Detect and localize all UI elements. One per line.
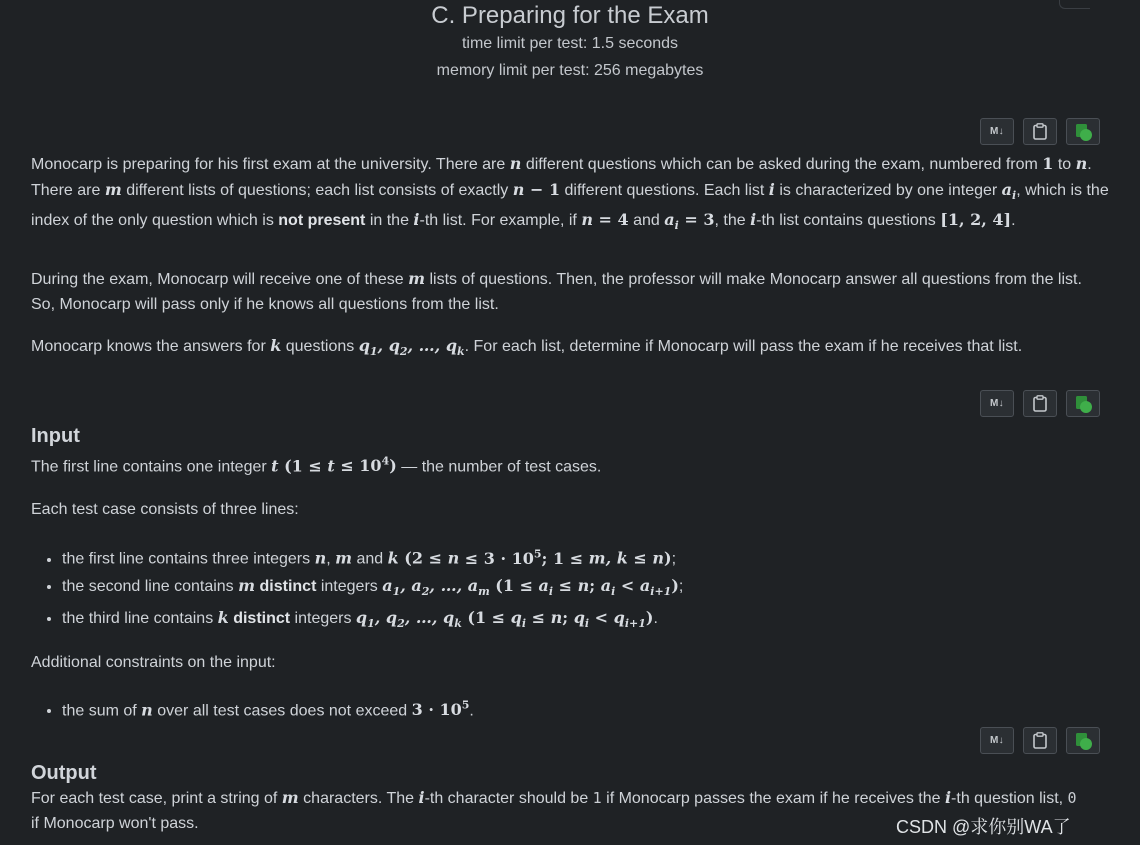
statement-paragraph-1: Monocarp is preparing for his first exam at the university. There are n different questions which can be asked during the exam, numbered from 1 to n. There are m different lists of questions; each list consists of exactly n − 1 different questions. Each list i is characterized by one integer $a_i$, which is the index of the only question which is not present in the i-th list. For example, if n = 4 and $a_i = 3$, the i-th list contains questions [1, 2, 4]. [31,154,1109,233]
markdown-button[interactable] [980,390,1014,417]
output-text: For each test case, print a string of m characters. The i-th character should be 1 if Monocarp passes the exam if he receives the i-th question list, 0 if Monocarp won't pass. [31,788,1077,832]
input-line-1: The first line contains one integer t $(1 \le t \le 10^4)$ — the number of test cases. [31,455,602,476]
markdown-button[interactable] [980,118,1014,145]
translate-button[interactable] [1066,390,1100,417]
copy-button[interactable] [1023,118,1057,145]
statement-paragraph-3: Monocarp knows the answers for k questions $q_1$, $q_2$, …, $q_k$. For each list, determine if Monocarp will pass the exam if he receives that list. [31,336,1023,359]
list-item: • the third line contains k distinct integers $q_1$, $q_2$, …, $q_k$ ($1 \le q_i \le n$; $q_i < q_{i+1}$). [62,605,1111,637]
translate-icon [1073,731,1093,751]
translate-button[interactable] [1066,727,1100,754]
markdown-icon: M↓ [990,398,1004,409]
copy-button[interactable] [1023,727,1057,754]
clipboard-icon [1033,732,1047,749]
watermark: CSDN @求你别WA了 [896,817,1071,837]
markdown-button[interactable] [980,727,1014,754]
section-toolbar [980,118,1100,145]
list-item: • the sum of n over all test cases does not exceed $3 \cdot 10^5$. [62,693,1111,724]
input-bullets [31,541,1111,637]
statement-paragraph-2: During the exam, Monocarp will receive one of these m lists of questions. Then, the professor will make Monocarp answer all questions from the list. So, Monocarp will pass only if he knows all questions from the list. [31,269,1082,313]
section-toolbar [980,390,1100,417]
input-section [31,424,1111,724]
translate-icon [1073,394,1093,414]
output-title: Output [31,762,97,784]
time-limit: time limit per test: 1.5 seconds [461,35,679,52]
list-item: • the first line contains three integers n, m and k ($2 \le n \le 3 \cdot 10^5$; 1 ≤ m, k ≤ n); [62,541,1111,572]
problem-title: C. Preparing for the Exam [431,2,709,29]
translate-button[interactable] [1066,118,1100,145]
clipboard-icon [1033,395,1047,412]
section-toolbar [980,727,1100,754]
input-line-2: Each test case consists of three lines: [31,500,299,518]
input-constraints [31,693,1111,724]
markdown-icon: M↓ [990,126,1004,137]
input-title: Input [31,425,80,447]
clipboard-icon [1033,123,1047,140]
translate-icon [1073,122,1093,142]
problem-header [0,0,1140,84]
memory-limit: memory limit per test: 256 megabytes [436,62,704,79]
list-item: • the second line contains m distinct integers $a_1$, $a_2$, …, $a_m$ ($1 \le a_i \le n$; $a_i < a_{i+1}$); [62,573,1111,605]
input-line-3: Additional constraints on the input: [31,654,276,672]
markdown-icon: M↓ [990,735,1004,746]
corner-decoration [1059,0,1090,9]
copy-button[interactable] [1023,390,1057,417]
